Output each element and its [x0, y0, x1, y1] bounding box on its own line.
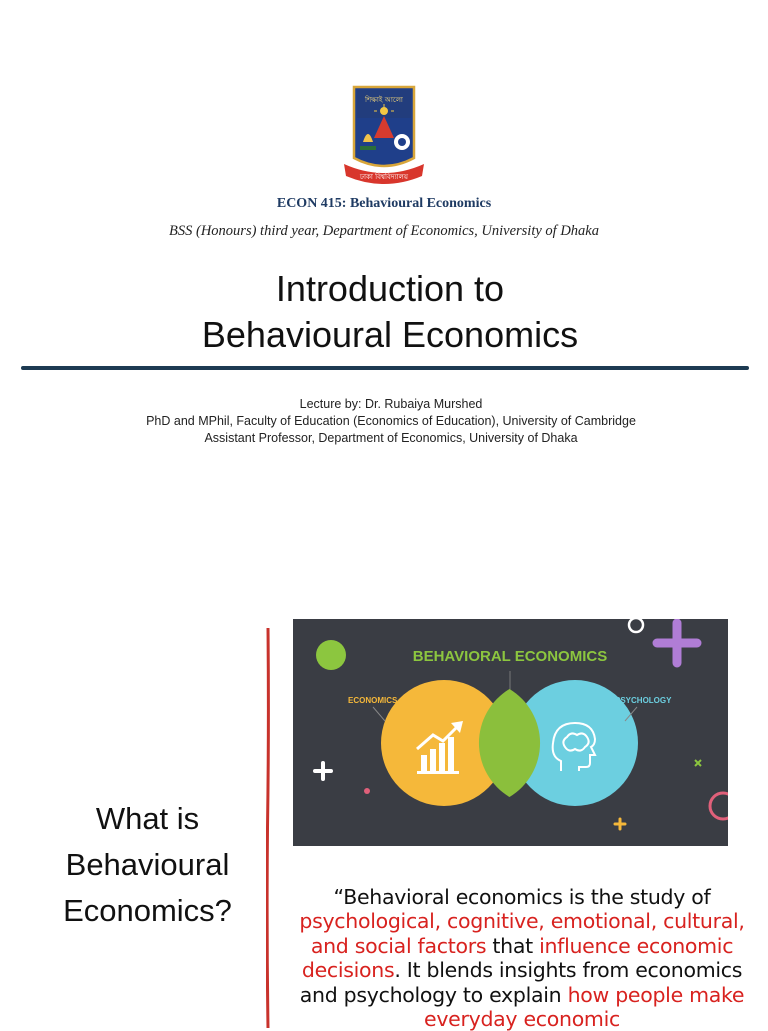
- lecturer-name: Lecture by: Dr. Rubaiya Murshed: [299, 397, 483, 411]
- lecturer-position: Assistant Professor, Department of Economics, University of Dhaka: [204, 431, 578, 445]
- illustration-heading: BEHAVIORAL ECONOMICS: [412, 648, 608, 665]
- crest-motto-text: শিক্ষাই আলো: [365, 96, 403, 104]
- behavioral-economics-illustration: [293, 619, 728, 846]
- crest-banner-text: ঢাকা বিশ্ববিদ্যালয়: [359, 173, 409, 181]
- economics-label: ECONOMICS: [348, 696, 398, 705]
- question-line-1: What is: [95, 801, 200, 836]
- title-line-2: Behavioural Economics: [201, 314, 579, 355]
- psychology-label: PSYCHOLOGY: [615, 696, 672, 705]
- quote-text-2: that: [486, 933, 540, 958]
- highlight-influence: influence economic decisions: [301, 933, 734, 983]
- definition-quote: [292, 885, 752, 1031]
- highlight-factors: psychological, cognitive, emotional, cultural, and social factors: [299, 909, 745, 958]
- program-info: BSS (Honours) third year, Department of Economics, University of Dhaka: [169, 223, 599, 239]
- question-line-3: Economics?: [63, 893, 232, 928]
- decor-green-dot: [316, 640, 346, 670]
- title-line-1: Introduction to: [275, 268, 505, 309]
- slide-question-heading: [40, 796, 255, 934]
- slide-title: [0, 266, 768, 358]
- highlight-how-people: how people make everyday economic: [424, 982, 745, 1031]
- lecturer-credential: PhD and MPhil, Faculty of Education (Economics of Education), University of Cambridge: [146, 414, 636, 428]
- quote-text-3: . It blends insights from economics and psychology to explain: [299, 958, 743, 1007]
- lecturer-info: [0, 396, 768, 447]
- title-divider: [21, 366, 749, 370]
- university-crest-logo: [342, 84, 426, 190]
- course-code-title: ECON 415: Behavioural Economics: [276, 196, 492, 211]
- vertical-red-divider: [266, 628, 270, 1028]
- question-line-2: Behavioural: [65, 847, 230, 882]
- quote-text-1: “Behavioral economics is the study of: [333, 885, 711, 909]
